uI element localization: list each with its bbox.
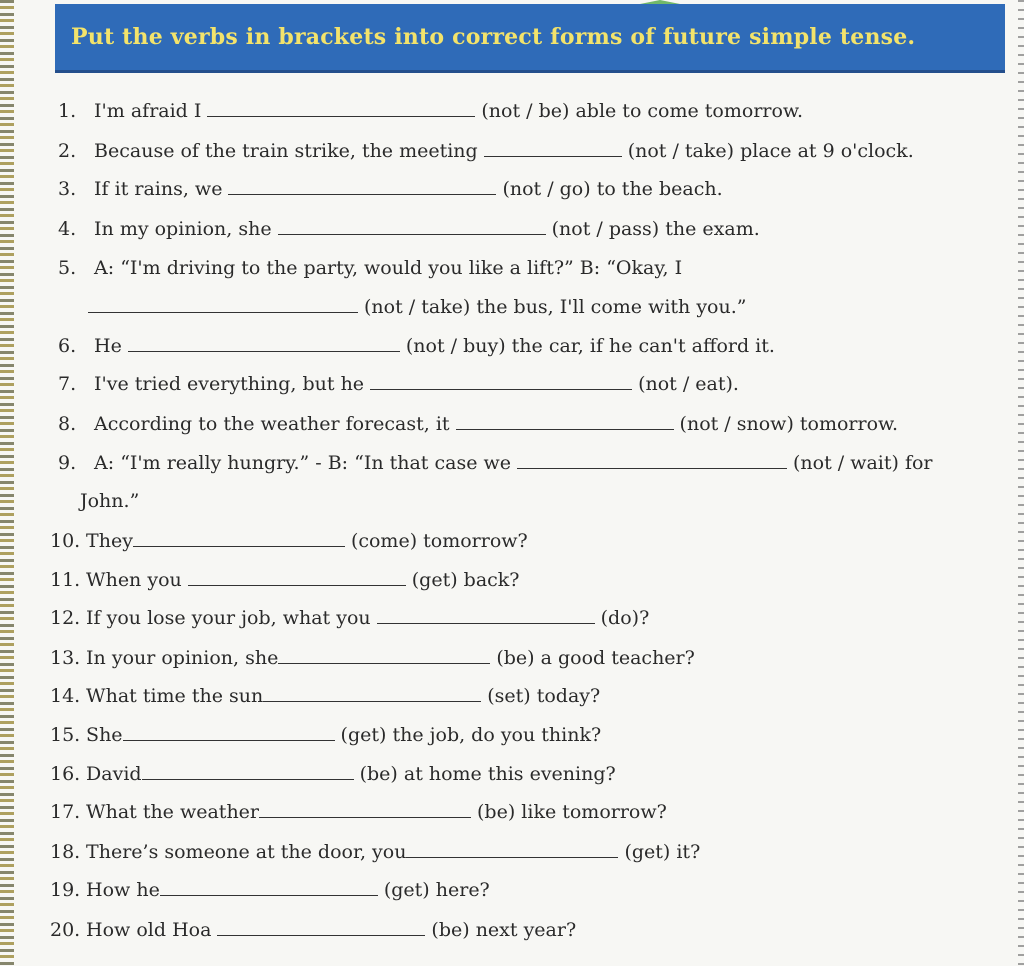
list-item: 14. What time the sun (set) today? xyxy=(50,681,600,711)
list-item-continuation: (not / take) the bus, I'll come with you.” xyxy=(88,292,746,322)
answer-blank xyxy=(259,797,471,818)
answer-blank xyxy=(406,837,618,858)
list-item: 1. I'm afraid I (not / be) able to come tomorrow. xyxy=(58,96,803,126)
answer-blank xyxy=(456,409,674,430)
list-item: 2. Because of the train strike, the meeting (not / take) place at 9 o'clock. xyxy=(58,136,914,166)
list-item: 7. I've tried everything, but he (not / eat). xyxy=(58,369,739,399)
answer-blank xyxy=(207,96,475,117)
list-item: 11. When you (get) back? xyxy=(50,565,520,595)
answer-blank xyxy=(228,174,496,195)
answer-blank xyxy=(88,292,358,313)
list-item: 12. If you lose your job, what you (do)? xyxy=(50,603,649,633)
list-item: 9. A: “I'm really hungry.” - B: “In that case we (not / wait) for xyxy=(58,448,933,478)
answer-blank xyxy=(128,331,400,352)
answer-blank xyxy=(123,720,335,741)
list-item: 4. In my opinion, she (not / pass) the exam. xyxy=(58,214,760,244)
answer-blank xyxy=(263,681,481,702)
list-item: 15. She (get) the job, do you think? xyxy=(50,720,601,750)
list-item: 8. According to the weather forecast, it (not / snow) tomorrow. xyxy=(58,409,898,439)
list-item: 18. There’s someone at the door, you (get) it? xyxy=(50,837,700,867)
answer-blank xyxy=(142,759,354,780)
list-item: 16. David (be) at home this evening? xyxy=(50,759,616,789)
list-item: 19. How he (get) here? xyxy=(50,875,490,905)
list-item-continuation: John.” xyxy=(80,490,140,512)
answer-blank xyxy=(517,448,787,469)
list-item: 6. He (not / buy) the car, if he can't afford it. xyxy=(58,331,775,361)
list-item: 20. How old Hoa (be) next year? xyxy=(50,915,576,945)
list-item: 5. A: “I'm driving to the party, would you like a lift?” B: “Okay, I xyxy=(58,257,683,279)
list-item: 3. If it rains, we (not / go) to the beach. xyxy=(58,174,723,204)
answer-blank xyxy=(188,565,406,586)
list-item: 10. They (come) tomorrow? xyxy=(50,526,528,556)
list-item: 13. In your opinion, she (be) a good teacher? xyxy=(50,643,695,673)
answer-blank xyxy=(484,136,622,157)
answer-blank xyxy=(370,369,632,390)
answer-blank xyxy=(377,603,595,624)
answer-blank xyxy=(278,643,490,664)
list-item: 17. What the weather (be) like tomorrow? xyxy=(50,797,667,827)
page-title: Put the verbs in brackets into correct forms of future simple tense. xyxy=(71,24,916,50)
answer-blank xyxy=(217,915,425,936)
answer-blank xyxy=(133,526,345,547)
answer-blank xyxy=(160,875,378,896)
answer-blank xyxy=(278,214,546,235)
